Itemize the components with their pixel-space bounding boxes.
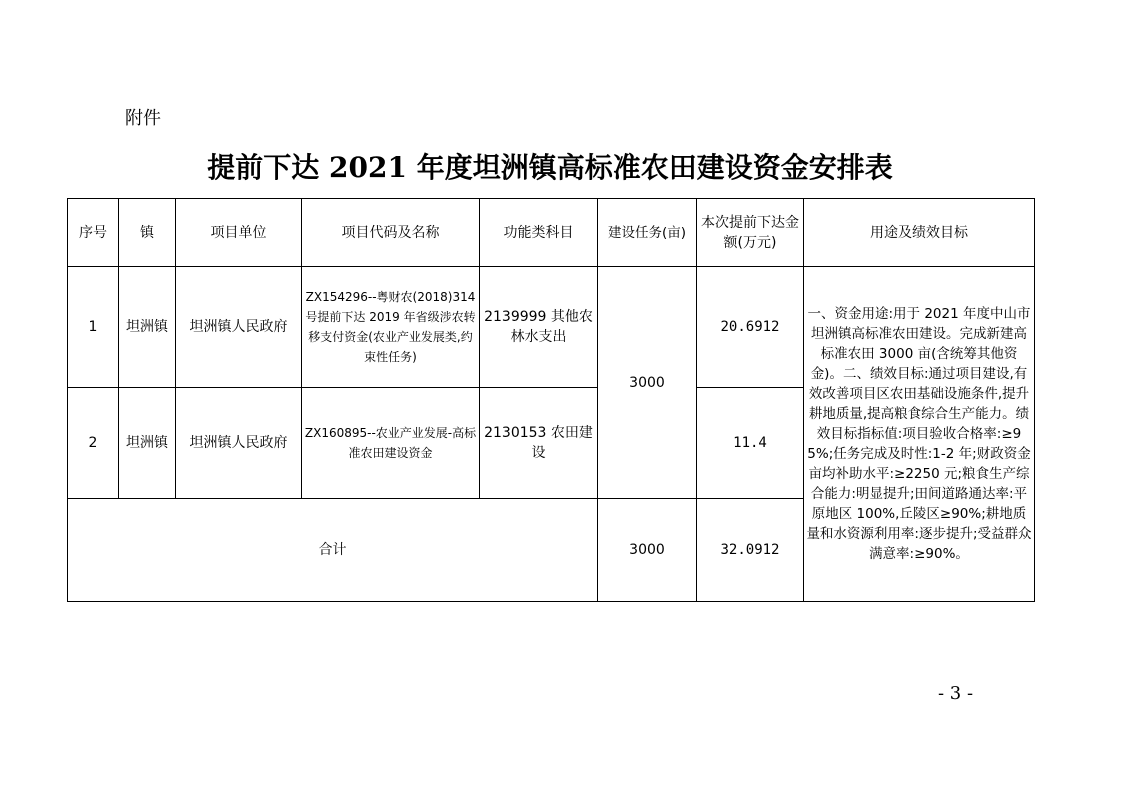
row-amount: 20.6912: [697, 267, 804, 388]
document-title: 提前下达 2021 年度坦洲镇高标准农田建设资金安排表: [207, 151, 893, 184]
funding-table: [67, 198, 1035, 602]
row-amount: 11.4: [697, 388, 804, 499]
purpose-cell: 一、资金用途:用于 2021 年度中山市坦洲镇高标准农田建设。完成新建高标准农田 3000 亩(含统筹其他资金)。二、绩效目标:通过项目建设,有效改善项目区农田基础设施条件,提升耕地质量,提高粮食综合生产能力。绩效目标指标值:项目验收合格率:≥95%;任务完成及时性:1-2 年;财政资金亩均补助水平:≥2250 元;粮食生产综合能力:明显提升;田间道路通达率:平原地区 100%,丘陵区≥90%;耕地质量和水资源利用率:逐步提升;受益群众满意率:≥90%。: [804, 267, 1035, 602]
row-town: 坦洲镇: [119, 267, 176, 388]
row-index: 1: [68, 267, 119, 388]
page-number: - 3 -: [938, 683, 974, 704]
row-code: ZX154296--粤财农(2018)314号提前下达 2019 年省级涉农转移支付资金(农业产业发展类,约束性任务): [302, 267, 480, 388]
row-code: ZX160895--农业产业发展-高标准农田建设资金: [302, 388, 480, 499]
row-unit: 坦洲镇人民政府: [176, 388, 302, 499]
total-task: 3000: [598, 499, 697, 602]
header-unit: 项目单位: [176, 199, 302, 267]
header-code: 项目代码及名称: [302, 199, 480, 267]
total-amount: 32.0912: [697, 499, 804, 602]
header-purpose: 用途及绩效目标: [804, 199, 1035, 267]
header-task: 建设任务(亩): [598, 199, 697, 267]
header-category: 功能类科目: [480, 199, 598, 267]
table-header-row: [68, 199, 1035, 267]
row-town: 坦洲镇: [119, 388, 176, 499]
header-amount: 本次提前下达金额(万元): [697, 199, 804, 267]
total-label: 合计: [68, 499, 598, 602]
row-index: 2: [68, 388, 119, 499]
table-row: [68, 267, 1035, 388]
attachment-label: 附件: [125, 108, 161, 129]
row-category: 2130153 农田建设: [480, 388, 598, 499]
row-unit: 坦洲镇人民政府: [176, 267, 302, 388]
shared-task-cell: 3000: [598, 267, 697, 499]
header-town: 镇: [119, 199, 176, 267]
header-index: 序号: [68, 199, 119, 267]
row-category: 2139999 其他农林水支出: [480, 267, 598, 388]
